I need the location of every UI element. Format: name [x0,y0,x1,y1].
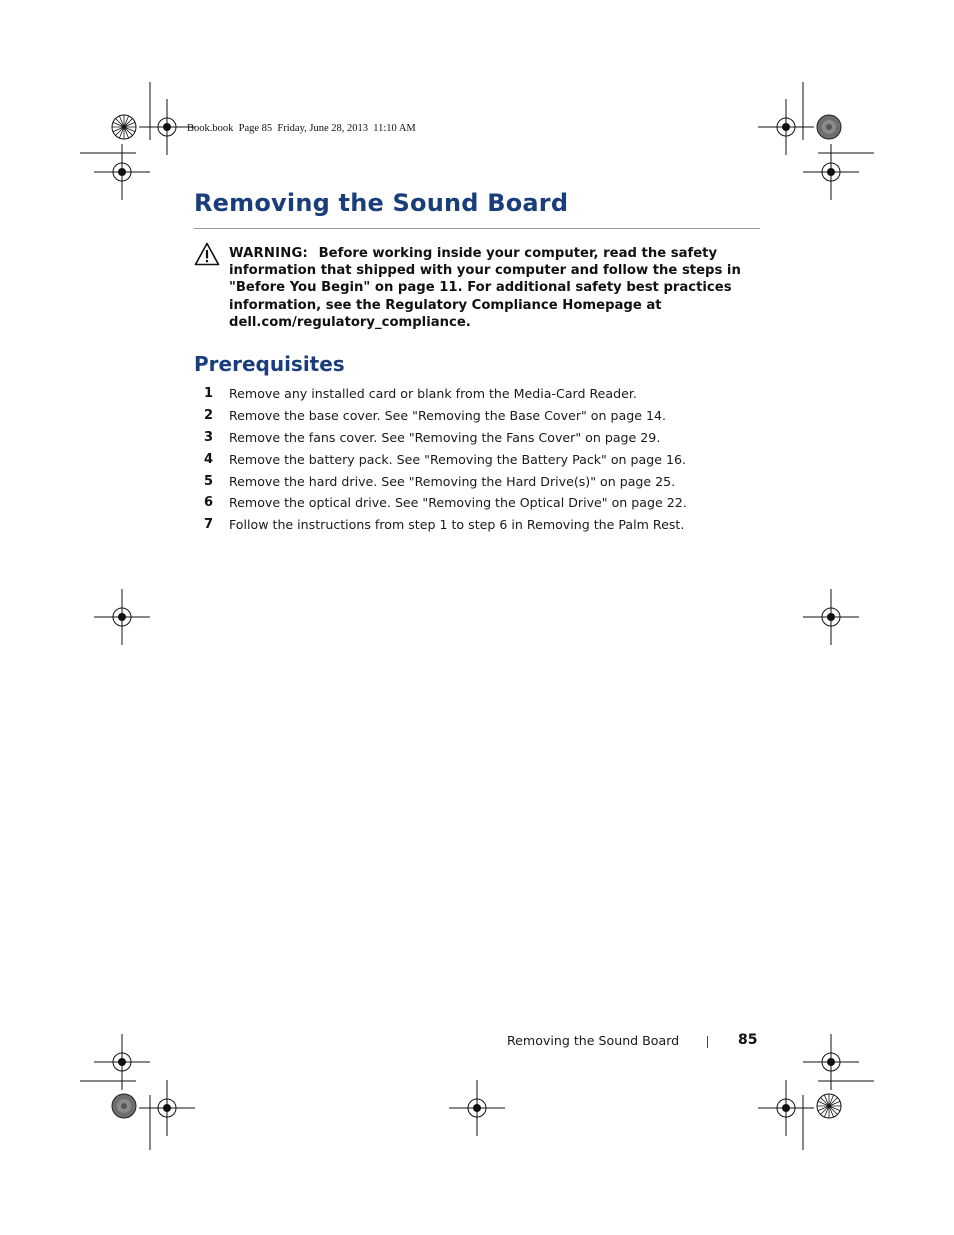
warning-label: WARNING: [229,246,308,261]
step-text: Remove the optical drive. See "Removing the Optical Drive" on page 22. [229,495,687,511]
page-title: Removing the Sound Board [194,189,569,217]
step-text: Remove any installed card or blank from the Media-Card Reader. [229,386,637,401]
step-text: Remove the battery pack. See "Removing the Battery Pack" on page 16. [229,451,687,467]
step-number: 2 [203,407,213,423]
prerequisites-heading: Prerequisites [194,352,345,376]
step-text: Follow the instructions from step 1 to step 6 in Removing the Palm Rest. [229,517,685,533]
step-number: 6 [203,495,213,511]
step-number: 7 [203,517,213,533]
warning-triangle-icon [194,242,220,266]
title-rule [194,228,760,229]
step-number: 1 [203,386,213,401]
footer-separator [707,1036,708,1048]
step-text: Remove the fans cover. See "Removing the Fans Cover" on page 29. [229,429,661,445]
step-text: Remove the base cover. See "Removing the Base Cover" on page 14. [229,407,666,423]
warning-message: Before working inside your computer, read the safety information that shipped with your computer and follow the steps in "Before You Begin" on page 11. For additional safety best practices information, see the Regulatory Compliance Homepage at dell.com/regulatory_compliance. [229,246,741,330]
print-header-stamp: Book.book Page 85 Friday, June 28, 2013 11:10 AM [187,123,416,134]
step-text: Remove the hard drive. See "Removing the Hard Drive(s)" on page 25. [229,473,676,489]
step-number: 4 [203,451,213,467]
warning-callout [229,245,759,331]
step-number: 3 [203,429,213,445]
footer-chapter-title: Removing the Sound Board [507,1033,680,1048]
page-number: 85 [738,1032,758,1048]
step-number: 5 [203,473,213,489]
